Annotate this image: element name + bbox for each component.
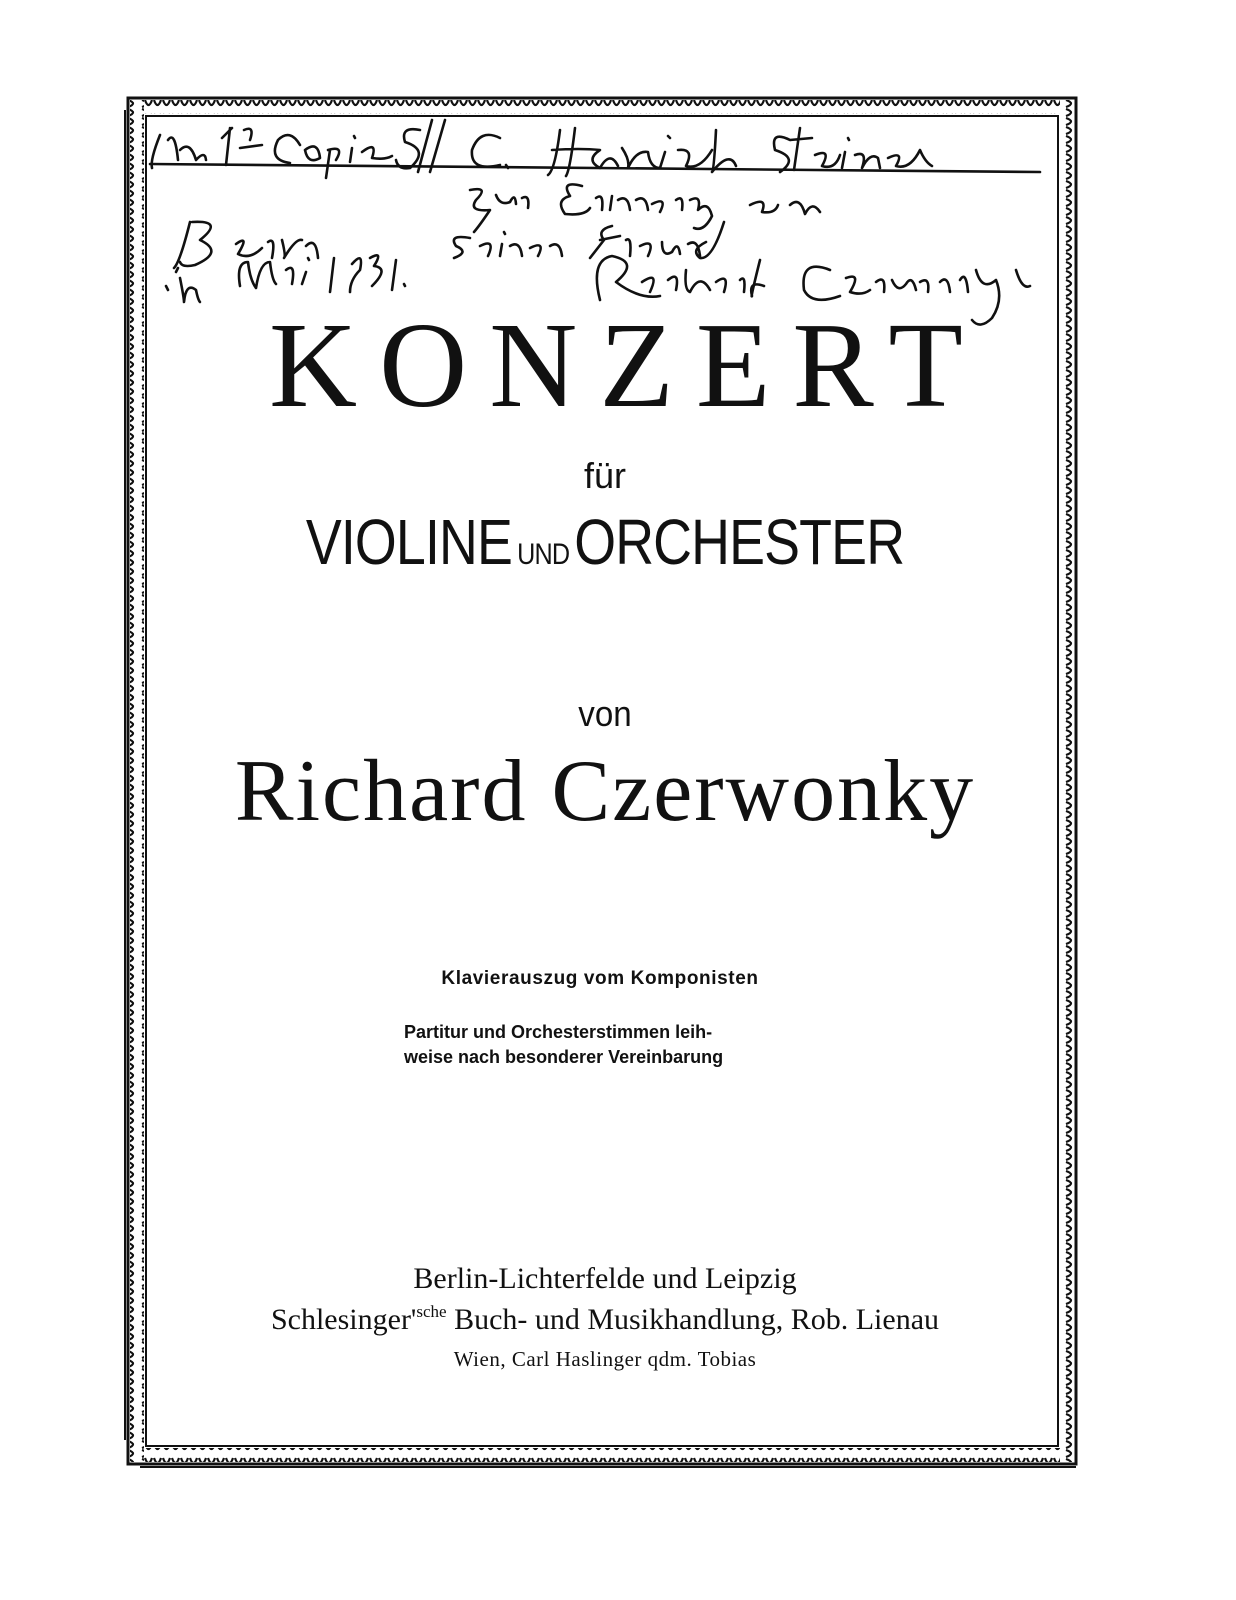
publisher-place: Berlin-Lichterfelde und Leipzig [413, 1262, 797, 1295]
score-parts-line-2: weise nach besonderer Vereinbarung [404, 1047, 724, 1067]
composer-name: Richard Czerwonky [234, 743, 976, 840]
instrumentation [273, 506, 937, 578]
vienna-distributor: Wien, Carl Haslinger qdm. Tobias [453, 1347, 757, 1371]
by-label: von [578, 693, 632, 734]
publisher-name-superscript: sche [416, 1302, 447, 1321]
score-parts-line-1: Partitur und Orchesterstimmen leih- [404, 1022, 713, 1042]
publisher-name-prefix: Schlesinger' [270, 1303, 417, 1336]
piano-reduction-note: Klavierauszug vom Komponisten [441, 968, 759, 989]
instrument-violin: VIOLINE [305, 506, 513, 578]
publisher-name [180, 1302, 1030, 1337]
score-parts-note [404, 1020, 796, 1070]
for-label: für [583, 455, 626, 496]
work-title: KONZERT [269, 298, 985, 433]
publisher-name-rest: Buch- und Musikhandlung, Rob. Lienau [446, 1303, 940, 1336]
instrument-orchestra: ORCHESTER [574, 506, 905, 578]
instrument-conjunction: UND [517, 538, 570, 571]
